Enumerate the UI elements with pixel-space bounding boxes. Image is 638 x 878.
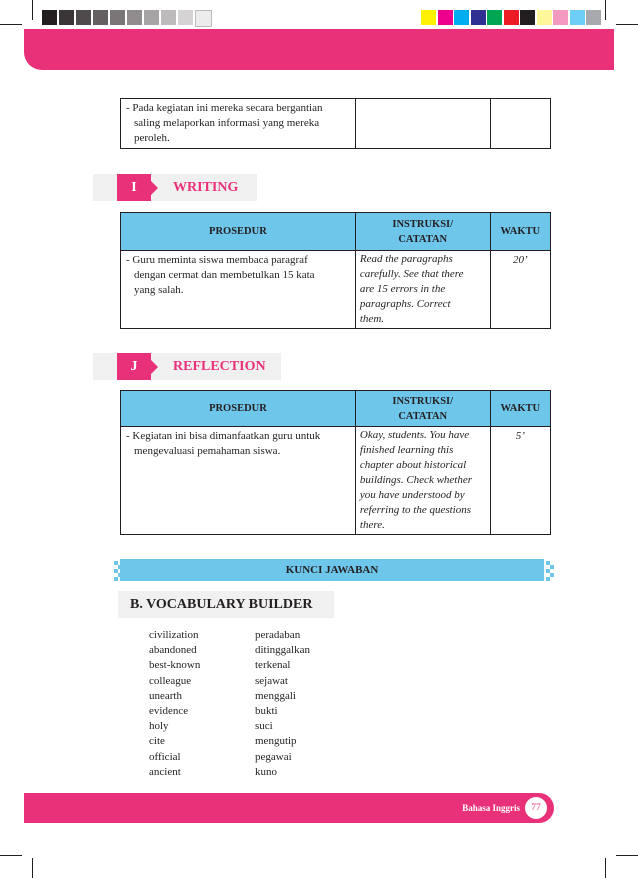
- instruction-line: are 15 errors in the: [359, 283, 446, 295]
- book-title: Bahasa Inggris: [462, 803, 520, 813]
- decor-dot: [546, 577, 550, 581]
- vocab-word: holy: [149, 720, 169, 733]
- color-swatch: [487, 10, 502, 25]
- gray-swatch: [59, 10, 74, 25]
- color-swatch: [520, 10, 535, 25]
- instruction-line: them.: [359, 313, 385, 325]
- header-instruksi-1: INSTRUKSI/: [392, 218, 454, 230]
- instruction-line: referring to the questions: [359, 504, 472, 516]
- header-band: [24, 29, 614, 70]
- vocab-word: terkenal: [255, 659, 291, 672]
- table-row: [121, 99, 551, 149]
- top-table: [120, 98, 551, 149]
- section-title: REFLECTION: [173, 359, 266, 374]
- time-cell: 5’: [490, 427, 550, 535]
- procedure-line: dengan cermat dan membetulkan 15 kata: [134, 269, 315, 281]
- crop-mark: [32, 858, 33, 878]
- vocab-word: mengutip: [255, 735, 297, 748]
- crop-mark: [605, 0, 606, 20]
- vocab-word: peradaban: [255, 629, 301, 641]
- vocab-word: civilization: [149, 629, 199, 641]
- header-waktu: WAKTU: [490, 391, 550, 427]
- gray-swatch: [127, 10, 142, 25]
- procedure-line: saling melaporkan informasi yang mereka: [134, 117, 320, 129]
- header-prosedur: PROSEDUR: [121, 213, 356, 251]
- gray-swatch: [76, 10, 91, 25]
- header-instruksi-1: INSTRUKSI/: [392, 395, 454, 407]
- section-letter: I: [117, 174, 151, 201]
- vocab-word: bukti: [255, 705, 278, 718]
- vocabulary-english-list: [149, 628, 200, 780]
- crop-mark: [616, 24, 638, 25]
- vocabulary-indonesian-list: [255, 628, 310, 780]
- instruction-line: carefully. See that there: [359, 268, 464, 280]
- vocab-word: evidence: [149, 705, 189, 718]
- page-number: 77: [525, 797, 547, 819]
- vocab-word: menggali: [255, 689, 296, 702]
- header-instruksi: [355, 391, 490, 427]
- color-swatch: [421, 10, 436, 25]
- vocabulary-heading: B. VOCABULARY BUILDER: [118, 591, 334, 618]
- vocab-word: colleague: [149, 674, 192, 687]
- vocab-word: unearth: [149, 689, 182, 702]
- vocab-word: kuno: [255, 765, 277, 778]
- gray-swatch: [178, 10, 193, 25]
- gray-swatch: [42, 10, 57, 25]
- instruction-line: there.: [359, 519, 385, 531]
- decor-dot: [114, 577, 118, 581]
- header-prosedur: PROSEDUR: [121, 391, 356, 427]
- header-waktu: WAKTU: [490, 213, 550, 251]
- instruction-line: buildings. Check whether: [359, 474, 473, 486]
- gray-swatch: [144, 10, 159, 25]
- vocab-word: cite: [149, 735, 165, 748]
- crop-mark: [605, 858, 606, 878]
- vocab-word: pegawai: [255, 750, 292, 763]
- section-title: WRITING: [173, 180, 239, 195]
- gray-swatch: [195, 10, 212, 27]
- color-swatch: [504, 10, 519, 25]
- instruction-cell: [355, 251, 490, 329]
- procedure-line: - Pada kegiatan ini mereka secara bergantian: [126, 102, 323, 114]
- crop-mark: [0, 24, 22, 25]
- color-swatch: [471, 10, 486, 25]
- crop-mark: [616, 855, 638, 856]
- procedure-line: - Guru meminta siswa membaca paragraf: [126, 254, 308, 266]
- instruction-cell: [355, 427, 490, 535]
- gray-swatch: [110, 10, 125, 25]
- procedure-line: peroleh.: [134, 132, 170, 144]
- writing-table: [120, 212, 551, 329]
- vocab-word: suci: [255, 720, 273, 733]
- gray-swatch: [161, 10, 176, 25]
- instruction-line: finished learning this: [359, 444, 454, 456]
- reflection-table: [120, 390, 551, 535]
- procedure-cell: [121, 251, 356, 329]
- vocab-word: best-known: [149, 659, 201, 672]
- vocab-word: ditinggalkan: [255, 644, 310, 657]
- vocab-word: abandoned: [149, 644, 197, 657]
- table-header: [121, 213, 551, 251]
- instruction-line: Read the paragraphs: [359, 253, 453, 265]
- color-swatch: [537, 10, 552, 25]
- instruction-cell: [355, 99, 490, 149]
- vocab-word: sejawat: [255, 674, 288, 687]
- header-instruksi-2: CATATAN: [398, 410, 448, 422]
- procedure-line: yang salah.: [134, 284, 184, 296]
- section-letter: J: [117, 353, 151, 380]
- color-swatch: [454, 10, 469, 25]
- instruction-line: Okay, students. You have: [359, 429, 470, 441]
- procedure-cell: [121, 99, 356, 149]
- vocab-word: ancient: [149, 765, 181, 778]
- color-swatch: [570, 10, 585, 25]
- section-arrow-icon: [151, 181, 158, 195]
- procedure-line: - Kegiatan ini bisa dimanfaatkan guru untuk: [126, 430, 321, 442]
- procedure-line: mengevaluasi pemahaman siswa.: [134, 445, 281, 457]
- vocab-word: official: [149, 750, 181, 763]
- time-cell: [490, 99, 550, 149]
- decor-dot: [550, 565, 554, 569]
- gray-swatch: [93, 10, 108, 25]
- decor-dot: [550, 573, 554, 577]
- crop-mark: [32, 0, 33, 20]
- color-swatch: [586, 10, 601, 25]
- instruction-line: chapter about historical: [359, 459, 467, 471]
- instruction-line: paragraphs. Correct: [359, 298, 451, 310]
- time-cell: 20’: [490, 251, 550, 329]
- instruction-line: you have understood by: [359, 489, 465, 501]
- procedure-cell: [121, 427, 356, 535]
- header-instruksi-2: CATATAN: [398, 233, 448, 245]
- header-instruksi: [355, 213, 490, 251]
- table-header: [121, 391, 551, 427]
- section-arrow-icon: [151, 360, 158, 374]
- crop-mark: [0, 855, 22, 856]
- table-row: [121, 251, 551, 329]
- table-row: [121, 427, 551, 535]
- answer-key-bar: KUNCI JAWABAN: [120, 559, 544, 581]
- color-swatch: [438, 10, 453, 25]
- color-swatch: [553, 10, 568, 25]
